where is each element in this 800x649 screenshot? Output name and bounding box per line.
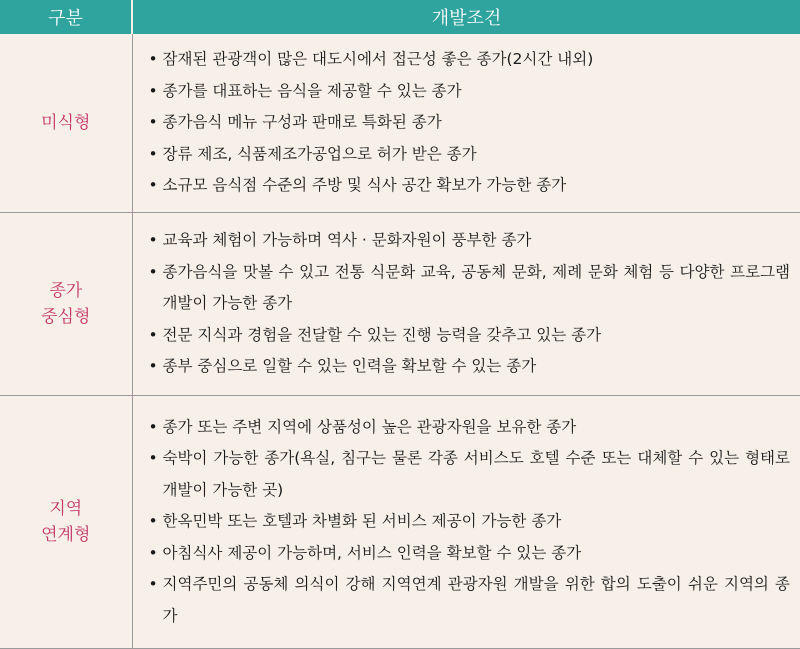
list-item: • 종가음식 메뉴 구성과 판매로 특화된 종가	[149, 107, 791, 139]
header-category: 구분	[0, 0, 132, 34]
table-row	[0, 395, 800, 648]
list-item: • 종가음식을 맛볼 수 있고 전통 식문화 교육, 공동체 문화, 제례 문화 체험 등 다양한 프로그램 개발이 가능한 종가	[149, 257, 791, 320]
list-item: • 종부 중심으로 일할 수 있는 인력을 확보할 수 있는 종가	[149, 351, 791, 383]
category-label: 미식형	[41, 113, 91, 134]
list-item: • 한옥민박 또는 호텔과 차별화 된 서비스 제공이 가능한 종가	[149, 506, 791, 538]
list-item: • 아침식사 제공이 가능하며, 서비스 인력을 확보할 수 있는 종가	[149, 538, 791, 570]
list-item: • 소규모 음식점 수준의 주방 및 식사 공간 확보가 가능한 종가	[149, 170, 791, 202]
category-cell	[0, 34, 132, 213]
category-label: 지역	[49, 498, 83, 519]
list-item: • 교육과 체험이 가능하며 역사 · 문화자원이 풍부한 종가	[149, 225, 791, 257]
list-item: • 숙박이 가능한 종가(욕실, 침구는 물론 각종 서비스도 호텔 수준 또는 대체할 수 있는 형태로 개발이 가능한 곳)	[149, 443, 791, 506]
list-item: • 종가 또는 주변 지역에 상품성이 높은 관광자원을 보유한 종가	[149, 412, 791, 444]
table-row	[0, 34, 800, 213]
conditions-cell	[132, 34, 800, 213]
list-item: • 지역주민의 공동체 의식이 강해 지역연계 관광자원 개발을 위한 합의 도출이 쉬운 지역의 종가	[149, 569, 791, 632]
condition-list	[149, 44, 791, 202]
header-conditions: 개발조건	[132, 0, 800, 34]
category-label: 중심형	[41, 307, 91, 328]
list-item: • 전문 지식과 경험을 전달할 수 있는 진행 능력을 갖추고 있는 종가	[149, 320, 791, 352]
category-cell	[0, 395, 132, 648]
header-row	[0, 0, 800, 34]
conditions-cell	[132, 395, 800, 648]
category-cell	[0, 213, 132, 396]
category-label: 종가	[49, 281, 83, 302]
list-item: • 장류 제조, 식품제조가공업으로 허가 받은 종가	[149, 139, 791, 171]
table-row	[0, 213, 800, 396]
condition-list	[149, 225, 791, 383]
list-item: • 잠재된 관광객이 많은 대도시에서 접근성 좋은 종가(2시간 내외)	[149, 44, 791, 76]
conditions-cell	[132, 213, 800, 396]
list-item: • 종가를 대표하는 음식을 제공할 수 있는 종가	[149, 76, 791, 108]
category-label: 연계형	[41, 524, 91, 545]
condition-list	[149, 412, 791, 633]
